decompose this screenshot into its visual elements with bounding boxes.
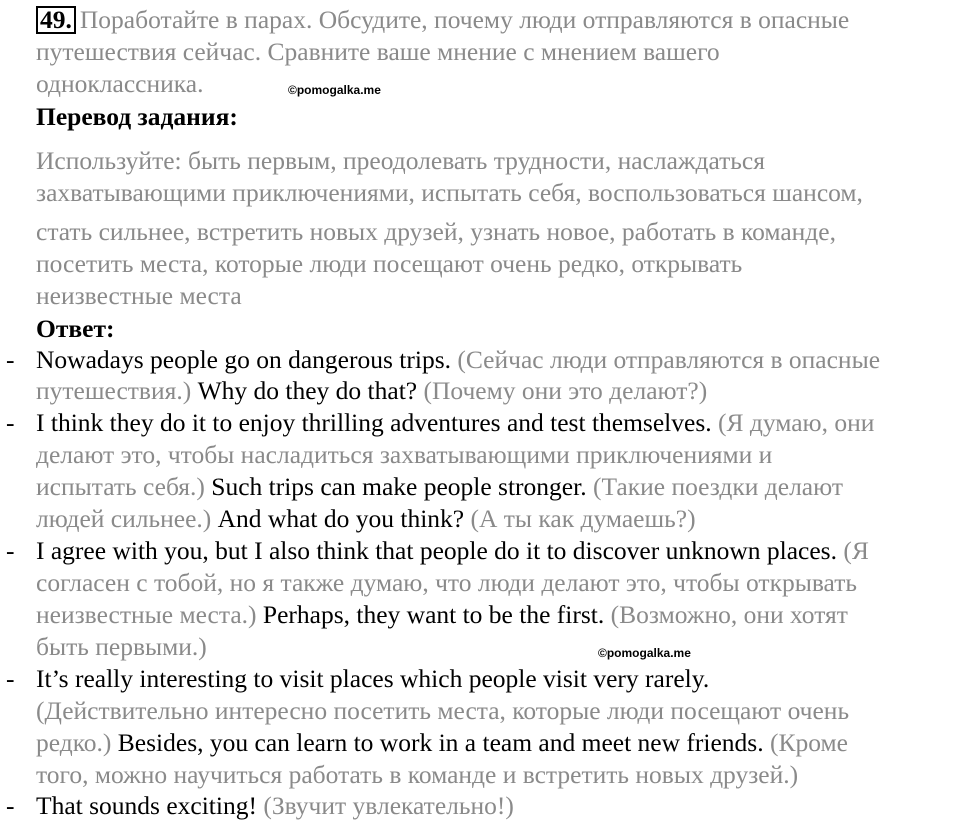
translation-line: захватывающими приключениями, испытать себя, воспользоваться шансом,: [36, 178, 863, 207]
answer-line: [36, 407, 874, 438]
russian-text: (Возможно, они хотят: [604, 600, 848, 629]
watermark: ©pomogalka.me: [598, 646, 691, 660]
russian-text: (Такие поездки делают: [586, 472, 843, 501]
task-line-2: путешествия сейчас. Сравните ваше мнение с мнением вашего: [36, 37, 720, 66]
answer-line: (Действительно интересно посетить места, которые люди посещают очень: [36, 696, 850, 725]
english-text: And what do you think?: [211, 504, 465, 533]
answer-line: [36, 503, 696, 534]
english-text: Nowadays people go on dangerous trips.: [36, 345, 451, 374]
task-number: 49.: [36, 6, 76, 34]
russian-text: путешествия.): [36, 376, 192, 405]
dialogue-dash: -: [6, 408, 15, 437]
translation-line: Используйте: быть первым, преодолевать трудности, наслаждаться: [36, 146, 765, 175]
translation-heading: Перевод задания:: [36, 102, 238, 131]
answer-line: [36, 535, 869, 566]
task-line-1: [36, 4, 849, 35]
answer-line: [36, 344, 880, 375]
answer-line: делают это, чтобы насладиться захватывающими приключениями и: [36, 440, 773, 469]
answer-line: [36, 790, 514, 821]
answer-line: того, можно научиться работать в команде и встретить новых друзей.): [36, 760, 799, 789]
dialogue-dash: -: [6, 345, 15, 374]
english-text: That sounds exciting!: [36, 791, 257, 820]
task-text: Поработайте в парах. Обсудите, почему люди отправляются в опасные: [79, 5, 850, 34]
dialogue-dash: -: [6, 536, 15, 565]
english-text: Such trips can make people stronger.: [204, 472, 587, 501]
task-line-3: одноклассника.: [36, 69, 204, 98]
answer-line: согласен с тобой, но я также думаю, что люди делают это, чтобы открывать: [36, 568, 857, 597]
answer-line: [36, 599, 848, 630]
russian-text: людей сильнее.): [36, 504, 212, 533]
english-text: Why do they do that?: [191, 376, 418, 405]
answer-line: [36, 375, 707, 406]
english-text: I agree with you, but I also think that people do it to discover unknown places.: [36, 536, 837, 565]
watermark: ©pomogalka.me: [288, 83, 381, 97]
russian-text: (А ты как думаешь?): [464, 504, 696, 533]
russian-text: (Кроме: [763, 728, 848, 757]
russian-text: редко.): [36, 728, 112, 757]
russian-text: (Почему они это делают?): [417, 376, 708, 405]
english-text: I think they do it to enjoy thrilling adventures and test themselves.: [36, 408, 712, 437]
translation-line: стать сильнее, встретить новых друзей, узнать новое, работать в команде,: [36, 217, 836, 246]
answer-heading: Ответ:: [36, 314, 115, 343]
english-text: Perhaps, they want to be the first.: [256, 600, 605, 629]
russian-text: испытать себя.): [36, 472, 205, 501]
answer-line: It’s really interesting to visit places which people visit very rarely.: [36, 664, 710, 693]
answer-line: [36, 471, 843, 502]
russian-text: (Я: [836, 536, 869, 565]
russian-text: (Я думаю, они: [711, 408, 875, 437]
answer-line: быть первыми.): [36, 632, 207, 661]
russian-text: (Сейчас люди отправляются в опасные: [451, 345, 881, 374]
english-text: Besides, you can learn to work in a team and meet new friends.: [111, 728, 764, 757]
answer-line: [36, 727, 848, 758]
russian-text: (Звучит увлекательно!): [256, 791, 514, 820]
russian-text: неизвестные места.): [36, 600, 257, 629]
dialogue-dash: -: [6, 791, 15, 820]
dialogue-dash: -: [6, 664, 15, 693]
translation-line: посетить места, которые люди посещают очень редко, открывать: [36, 249, 743, 278]
translation-line: неизвестные места: [36, 281, 242, 310]
